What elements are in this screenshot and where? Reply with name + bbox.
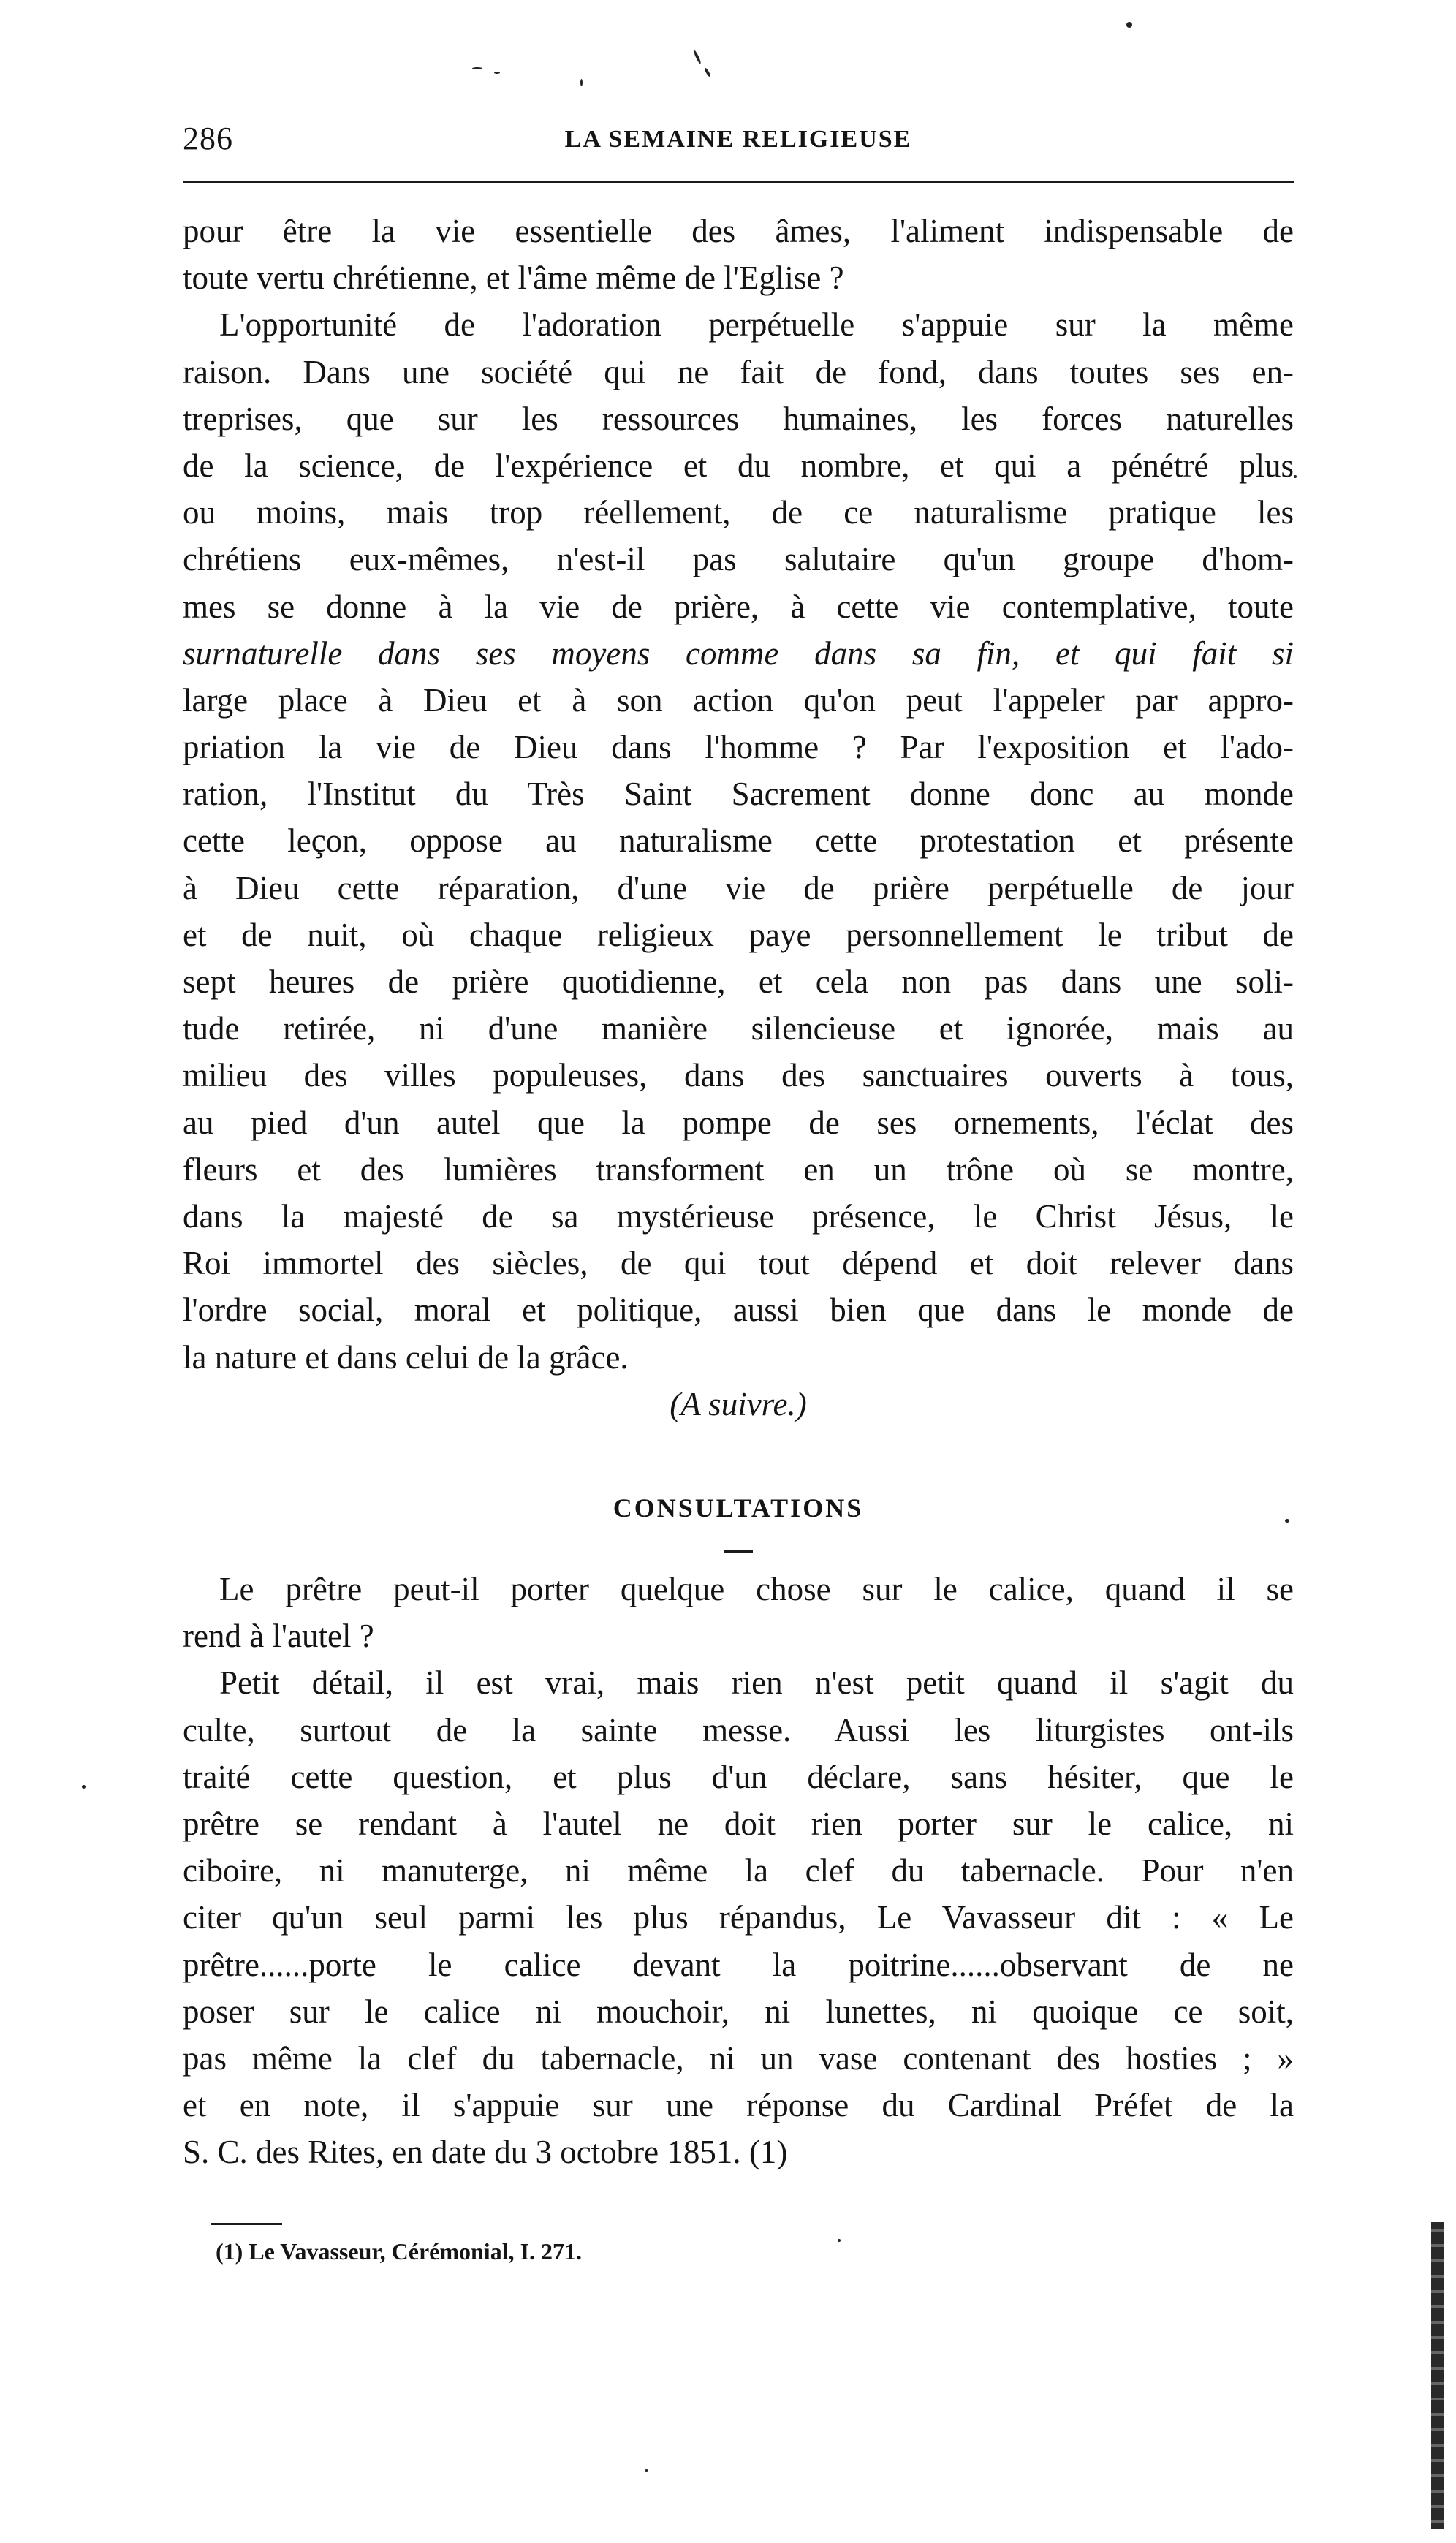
- text-line: l'ordre social, moral et politique, aussi bien que dans le monde de: [183, 1292, 1294, 1329]
- text-line: la nature et dans celui de la grâce.: [183, 1338, 629, 1376]
- text-line: citer qu'un seul parmi les plus répandus, Le Vavasseur dit : « Le: [183, 1899, 1294, 1936]
- text-line: sept heures de prière quotidienne, et cela non pas dans une soli-: [183, 963, 1294, 1000]
- scan-speck: [494, 72, 500, 74]
- text-line: treprises, que sur les ressources humaines, les forces naturelles: [183, 400, 1294, 437]
- text-line: S. C. des Rites, en date du 3 octobre 1851. (1): [183, 2134, 788, 2171]
- footnote-rule: [211, 2223, 282, 2225]
- page-number: 286: [183, 121, 233, 156]
- text-line: rend à l'autel ?: [183, 1618, 374, 1655]
- text-line: fleurs et des lumières transforment en un trône où se montre,: [183, 1151, 1294, 1188]
- text-line: à Dieu cette réparation, d'une vie de prière perpétuelle de jour: [183, 869, 1294, 906]
- text-line: ou moins, mais trop réellement, de ce naturalisme pratique les: [183, 494, 1294, 531]
- text-line: pour être la vie essentielle des âmes, l'aliment indispensable de: [183, 213, 1294, 249]
- text-line: raison. Dans une société qui ne fait de fond, dans toutes ses en-: [183, 353, 1294, 390]
- page-header: [183, 117, 1294, 161]
- text-line: prêtre se rendant à l'autel ne doit rien porter sur le calice, ni: [183, 1805, 1294, 1842]
- text-line: dans la majesté de sa mystérieuse présence, le Christ Jésus, le: [183, 1197, 1294, 1235]
- text-line: priation la vie de Dieu dans l'homme ? Par l'exposition et l'ado-: [183, 729, 1294, 766]
- text-line: au pied d'un autel que la pompe de ses ornements, l'éclat des: [183, 1104, 1294, 1141]
- scan-speck: [580, 79, 583, 86]
- scan-speck: [82, 1785, 86, 1789]
- text-line: poser sur le calice ni mouchoir, ni lunettes, ni quoique ce soit,: [183, 1993, 1294, 2030]
- text-line: chrétiens eux-mêmes, n'est-il pas salutaire qu'un groupe d'hom-: [183, 541, 1294, 578]
- scan-speck: [1126, 22, 1132, 28]
- text-line: pas même la clef du tabernacle, ni un vase contenant des hosties ; »: [183, 2039, 1294, 2077]
- consultations-body: [183, 1566, 1294, 2175]
- text-line: Roi immortel des siècles, de qui tout dépend et doit relever dans: [183, 1245, 1294, 1282]
- text-line: surnaturelle dans ses moyens comme dans sa fin, et qui fait si: [183, 634, 1294, 672]
- scan-speck: [838, 2239, 841, 2242]
- article-continuation: [183, 208, 1294, 1428]
- section-title: CONSULTATIONS: [613, 1493, 864, 1523]
- scan-speck: [645, 2469, 648, 2472]
- text-line: milieu des villes populeuses, dans des sanctuaires ouverts à tous,: [183, 1057, 1294, 1094]
- scan-speck: [704, 67, 711, 77]
- text-line: traité cette question, et plus d'un déclare, sans hésiter, que le: [183, 1758, 1294, 1795]
- text-line: Petit détail, il est vrai, mais rien n'est petit quand il s'agit du: [219, 1664, 1294, 1702]
- scan-speck: [472, 67, 482, 69]
- text-line: Le prêtre peut-il porter quelque chose sur le calice, quand il se: [219, 1571, 1294, 1607]
- text-line: toute vertu chrétienne, et l'âme même de l'Eglise ?: [183, 259, 844, 297]
- text-line: mes se donne à la vie de prière, à cette vie contemplative, toute: [183, 588, 1294, 625]
- text-line: et en note, il s'appuie sur une réponse du Cardinal Préfet de la: [183, 2087, 1294, 2124]
- text-line: et de nuit, où chaque religieux paye personnellement le tribut de: [183, 916, 1294, 953]
- scan-speck: [1294, 475, 1297, 478]
- text-line: L'opportunité de l'adoration perpétuelle s'appuie sur la même: [219, 306, 1294, 344]
- text-line: culte, surtout de la sainte messe. Aussi les liturgistes ont-ils: [183, 1711, 1294, 1748]
- scan-speck: [693, 50, 702, 64]
- text-line: ciboire, ni manuterge, ni même la clef du tabernacle. Pour n'en: [183, 1852, 1294, 1890]
- text-line: ration, l'Institut du Très Saint Sacrement donne donc au monde: [183, 776, 1294, 813]
- text-line: large place à Dieu et à son action qu'on peut l'appeler par appro-: [183, 681, 1294, 719]
- a-suivre-note: (A suivre.): [670, 1385, 807, 1422]
- header-rule: [183, 181, 1294, 183]
- text-line: tude retirée, ni d'une manière silencieuse et ignorée, mais au: [183, 1010, 1294, 1047]
- footnote: (1) Le Vavasseur, Cérémonial, I. 271.: [216, 2238, 583, 2265]
- text-line: de la science, de l'expérience et du nombre, et qui a pénétré plus: [183, 447, 1294, 484]
- title-dash: [724, 1550, 753, 1553]
- text-line: prêtre......porte le calice devant la poitrine......observant de ne: [183, 1946, 1294, 1983]
- running-title: LA SEMAINE RELIGIEUSE: [564, 126, 912, 153]
- text-line: cette leçon, oppose au naturalisme cette protestation et présente: [183, 822, 1294, 860]
- scan-edge-mark: [1431, 2222, 1444, 2529]
